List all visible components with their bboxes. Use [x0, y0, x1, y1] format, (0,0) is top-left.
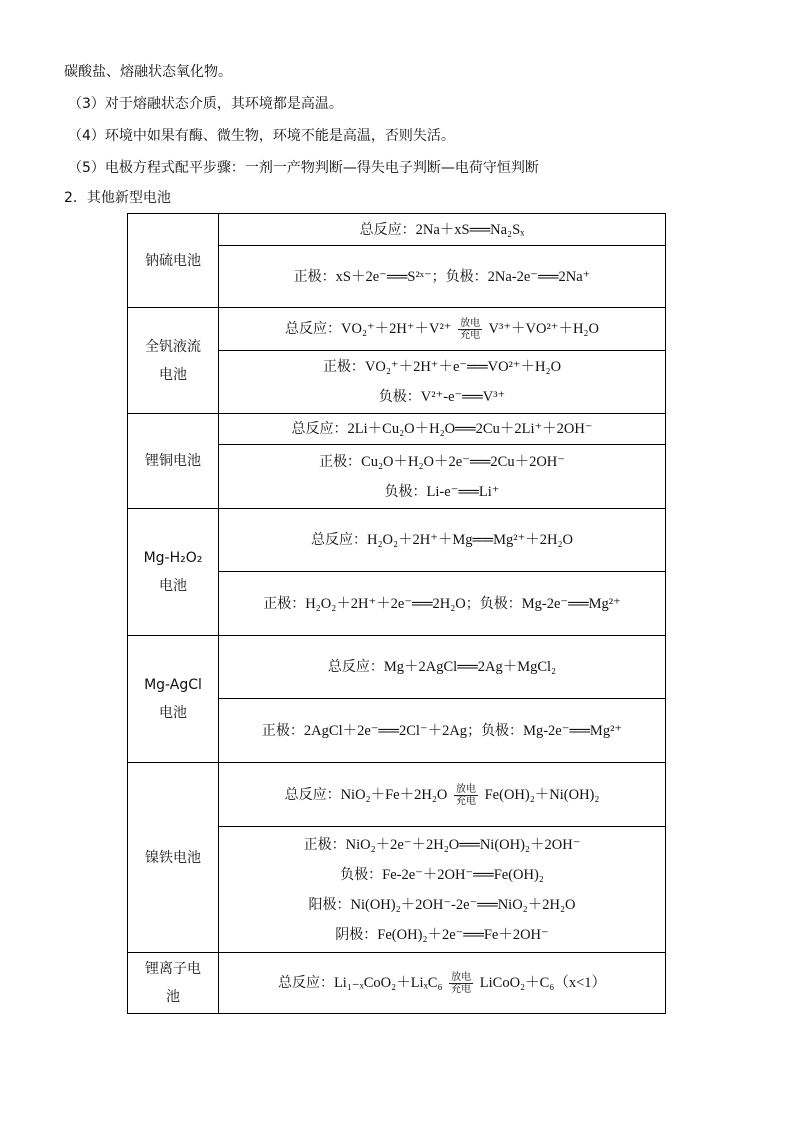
cathode-reaction: Fe(OH)₂＋2e⁻══Fe＋2OH⁻: [377, 926, 549, 943]
negative-label: 负极：: [384, 483, 427, 500]
total-reaction-cell: [219, 414, 666, 445]
positive-reaction: Cu₂O＋H₂O＋2e⁻══2Cu＋2OH⁻: [361, 453, 565, 470]
battery-name: 电池: [159, 705, 187, 721]
battery-name-cell: [128, 509, 219, 636]
total-reaction-left: Li₁₋ₓCoO₂＋LiₓC₆: [333, 975, 443, 991]
positive-label: 正极：: [322, 359, 365, 375]
electrode-cell: [219, 827, 666, 953]
negative-label: 负极：: [481, 722, 524, 739]
total-label: 总反应：: [277, 975, 334, 991]
total-reaction: 2Li＋Cu₂O＋H₂O══2Cu＋2Li⁺＋2OH⁻: [347, 421, 593, 437]
electrode-cell: [219, 699, 666, 763]
negative-label: 负极：: [340, 866, 383, 883]
total-label: 总反应：: [284, 786, 341, 803]
battery-name-cell: [128, 308, 219, 414]
reversible-arrow: [458, 318, 482, 341]
electrode-cell: [219, 445, 666, 509]
battery-table: [127, 213, 666, 1014]
electrode-cell: [219, 246, 666, 308]
table-row: [128, 636, 666, 699]
total-reaction-right: LiCoO₂＋C₆（x<1）: [479, 975, 607, 991]
anode-label: 阳极：: [308, 896, 351, 913]
reversible-arrow: [449, 972, 473, 995]
total-reaction-cell: [219, 214, 666, 246]
separator: ；: [467, 722, 482, 739]
battery-name: 全钒液流: [145, 338, 201, 355]
electrode-cell: [219, 572, 666, 636]
positive-reaction: NiO₂＋2e⁻＋2H₂O══Ni(OH)₂＋2OH⁻: [345, 836, 581, 853]
battery-name: Mg-H₂O₂: [143, 550, 203, 566]
positive-reaction: VO₂⁺＋2H⁺＋e⁻══VO²⁺＋H₂O: [364, 359, 562, 375]
intro-line-0: 碳酸盐、熔融状态氧化物。: [64, 64, 232, 80]
positive-label: 正极：: [303, 836, 346, 853]
positive-reaction: xS＋2e⁻══S²ˣ⁻: [335, 268, 432, 285]
battery-name: 电池: [159, 578, 187, 594]
anode-reaction: Ni(OH)₂＋2OH⁻-2e⁻══NiO₂＋2H₂O: [350, 896, 576, 913]
total-reaction: 2Na＋xS══Na₂Sₓ: [415, 221, 525, 238]
discharge-label: 放电: [451, 972, 472, 984]
intro-line-1: （3）对于熔融状态介质，其环境都是高温。: [68, 96, 343, 112]
discharge-label: 放电: [455, 783, 476, 795]
negative-reaction: Li-e⁻══Li⁺: [426, 483, 500, 500]
negative-reaction: V²⁺-e⁻══V³⁺: [420, 389, 506, 405]
battery-name-cell: [128, 953, 219, 1014]
reversible-arrow: [454, 784, 478, 807]
total-reaction-left: NiO₂＋Fe＋2H₂O: [340, 786, 448, 803]
intro-line-2: （4）环境中如果有酶、微生物，环境不能是高温，否则失活。: [68, 128, 455, 144]
battery-name: 电池: [159, 366, 187, 383]
battery-name-cell: [128, 763, 219, 953]
total-label: 总反应：: [291, 421, 348, 437]
total-reaction-cell: [219, 636, 666, 699]
total-reaction-right: Fe(OH)₂＋Ni(OH)₂: [484, 786, 600, 803]
positive-reaction: 2AgCl＋2e⁻══2Cl⁻＋2Ag: [303, 722, 468, 739]
battery-name-cell: [128, 214, 219, 308]
total-reaction-cell: [219, 308, 666, 351]
total-reaction-cell: [219, 953, 666, 1014]
total-reaction-right: V³⁺＋VO²⁺＋H₂O: [488, 321, 599, 337]
total-reaction-left: VO₂⁺＋2H⁺＋V²⁺: [341, 321, 452, 337]
total-label: 总反应：: [285, 321, 342, 337]
battery-name: Mg-AgCl: [144, 677, 202, 693]
battery-name: 锂离子电: [145, 961, 201, 977]
charge-label: 充电: [455, 795, 476, 807]
battery-name-cell: [128, 414, 219, 509]
battery-name-cell: [128, 636, 219, 763]
battery-name: 池: [166, 989, 180, 1005]
table-row: [128, 763, 666, 827]
total-reaction: Mg＋2AgCl══2Ag＋MgCl₂: [383, 659, 557, 675]
total-reaction-cell: [219, 509, 666, 572]
negative-label: 负极：: [479, 595, 522, 612]
positive-label: 正极：: [293, 268, 336, 285]
separator: ；: [431, 268, 446, 285]
charge-label: 充电: [460, 330, 481, 342]
positive-label: 正极：: [263, 595, 306, 612]
negative-reaction: 2Na-2e⁻══2Na⁺: [487, 268, 591, 285]
positive-reaction: H₂O₂＋2H⁺＋2e⁻══2H₂O: [305, 595, 466, 612]
negative-reaction: Fe-2e⁻＋2OH⁻══Fe(OH)₂: [382, 866, 544, 883]
positive-label: 正极：: [261, 722, 304, 739]
table-row: [128, 308, 666, 351]
total-label: 总反应：: [327, 659, 384, 675]
table-row: [128, 414, 666, 445]
total-reaction-cell: [219, 763, 666, 827]
separator: ；: [465, 595, 480, 612]
discharge-label: 放电: [460, 318, 481, 330]
battery-name: 钠硫电池: [145, 252, 201, 269]
table-row: [128, 214, 666, 246]
negative-label: 负极：: [378, 389, 421, 405]
negative-label: 负极：: [445, 268, 488, 285]
cathode-label: 阴极：: [335, 926, 378, 943]
total-reaction: H₂O₂＋2H⁺＋Mg══Mg²⁺＋2H₂O: [366, 532, 573, 548]
battery-name: 镍铁电池: [145, 849, 201, 866]
table-row: [128, 509, 666, 572]
section-heading: 2．其他新型电池: [64, 190, 171, 206]
negative-reaction: Mg-2e⁻══Mg²⁺: [523, 722, 623, 739]
positive-label: 正极：: [319, 453, 362, 470]
total-label: 总反应：: [310, 532, 367, 548]
electrode-cell: [219, 351, 666, 414]
battery-name: 锂铜电池: [145, 453, 201, 469]
intro-line-3: （5）电极方程式配平步骤：一剂一产物判断—得失电子判断—电荷守恒判断: [68, 160, 539, 176]
negative-reaction: Mg-2e⁻══Mg²⁺: [521, 595, 621, 612]
table-row: [128, 953, 666, 1014]
charge-label: 充电: [451, 984, 472, 996]
total-label: 总反应：: [359, 221, 416, 238]
